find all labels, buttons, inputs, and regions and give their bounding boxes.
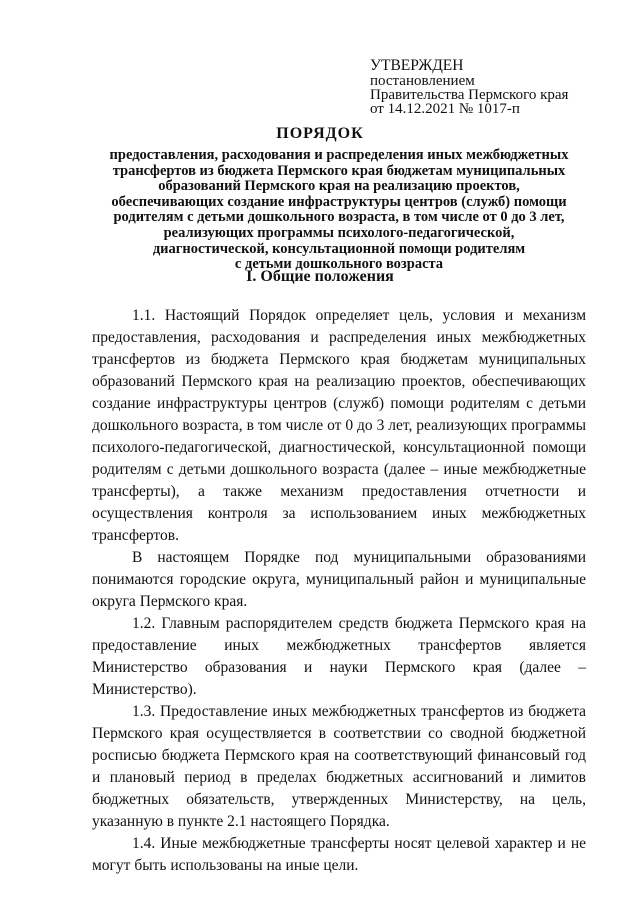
approval-heading: УТВЕРЖДЕН	[370, 57, 464, 74]
subtitle-line: трансфертов из бюджета Пермского края бюджетам муниципальных	[112, 162, 566, 179]
paragraph: 1.2. Главным распорядителем средств бюджета Пермского края на предоставление иных межбюджетных трансфертов является Министерство образования и науки Пермского края (далее – Министерство).	[92, 615, 586, 698]
document-title: ПОРЯДОК	[276, 125, 364, 142]
paragraph: 1.4. Иные межбюджетные трансферты носят целевой характер и не могут быть использованы на иные цели.	[92, 835, 586, 874]
document-body	[92, 305, 586, 877]
approval-line-2: Правительства Пермского края	[370, 87, 569, 103]
subtitle-line: диагностической, консультационной помощи родителям	[152, 240, 526, 257]
paragraph: 1.3. Предоставление иных межбюджетных трансфертов из бюджета Пермского края осуществляется в соответствии со сводной бюджетной росписью бюджета Пермского края на соответствующий финансовый год и плановый период в пределах бюджетных ассигнований и лимитов бюджетных обязательств, утвержденных Министерству, на цель, указанную в пункте 2.1 настоящего Порядка.	[92, 703, 586, 830]
approval-line-1: постановлением	[370, 73, 475, 89]
subtitle-line: реализующих программы психолого-педагогической,	[163, 224, 515, 241]
approval-line-3: от 14.12.2021 № 1017-п	[370, 101, 520, 117]
subtitle-line: предоставления, расходования и распределения иных межбюджетных	[109, 147, 569, 163]
document-subtitle	[92, 148, 586, 273]
paragraph: 1.1. Настоящий Порядок определяет цель, условия и механизм предоставления, расходования и распределения иных межбюджетных трансфертов из бюджета Пермского края бюджетам муниципальных образований Пермского края на реализацию проектов, обеспечивающих создание инфраструктуры центров (служб) помощи родителям с детьми дошкольного возраста, в том числе от 0 до 3 лет, реализующих программы психолого-педагогической, диагностической, консультационной помощи родителям с детьми дошкольного возраста (далее – иные межбюджетные трансферты), а также механизм предоставления отчетности и осуществления контроля за использованием иных межбюджетных трансфертов.	[92, 307, 586, 544]
section-heading: I. Общие положения	[246, 268, 394, 285]
approval-stamp	[370, 58, 610, 116]
paragraph: В настоящем Порядке под муниципальными образованиями понимаются городские округа, муниципальный район и муниципальные округа Пермского края.	[92, 549, 586, 610]
subtitle-line: обеспечивающих создание инфраструктуры центров (служб) помощи	[111, 193, 567, 210]
subtitle-line: образований Пермского края на реализацию проектов,	[158, 178, 520, 195]
subtitle-line: с детьми дошкольного возраста	[234, 256, 444, 273]
subtitle-line: родителям с детьми дошкольного возраста, в том числе от 0 до 3 лет,	[113, 209, 565, 226]
